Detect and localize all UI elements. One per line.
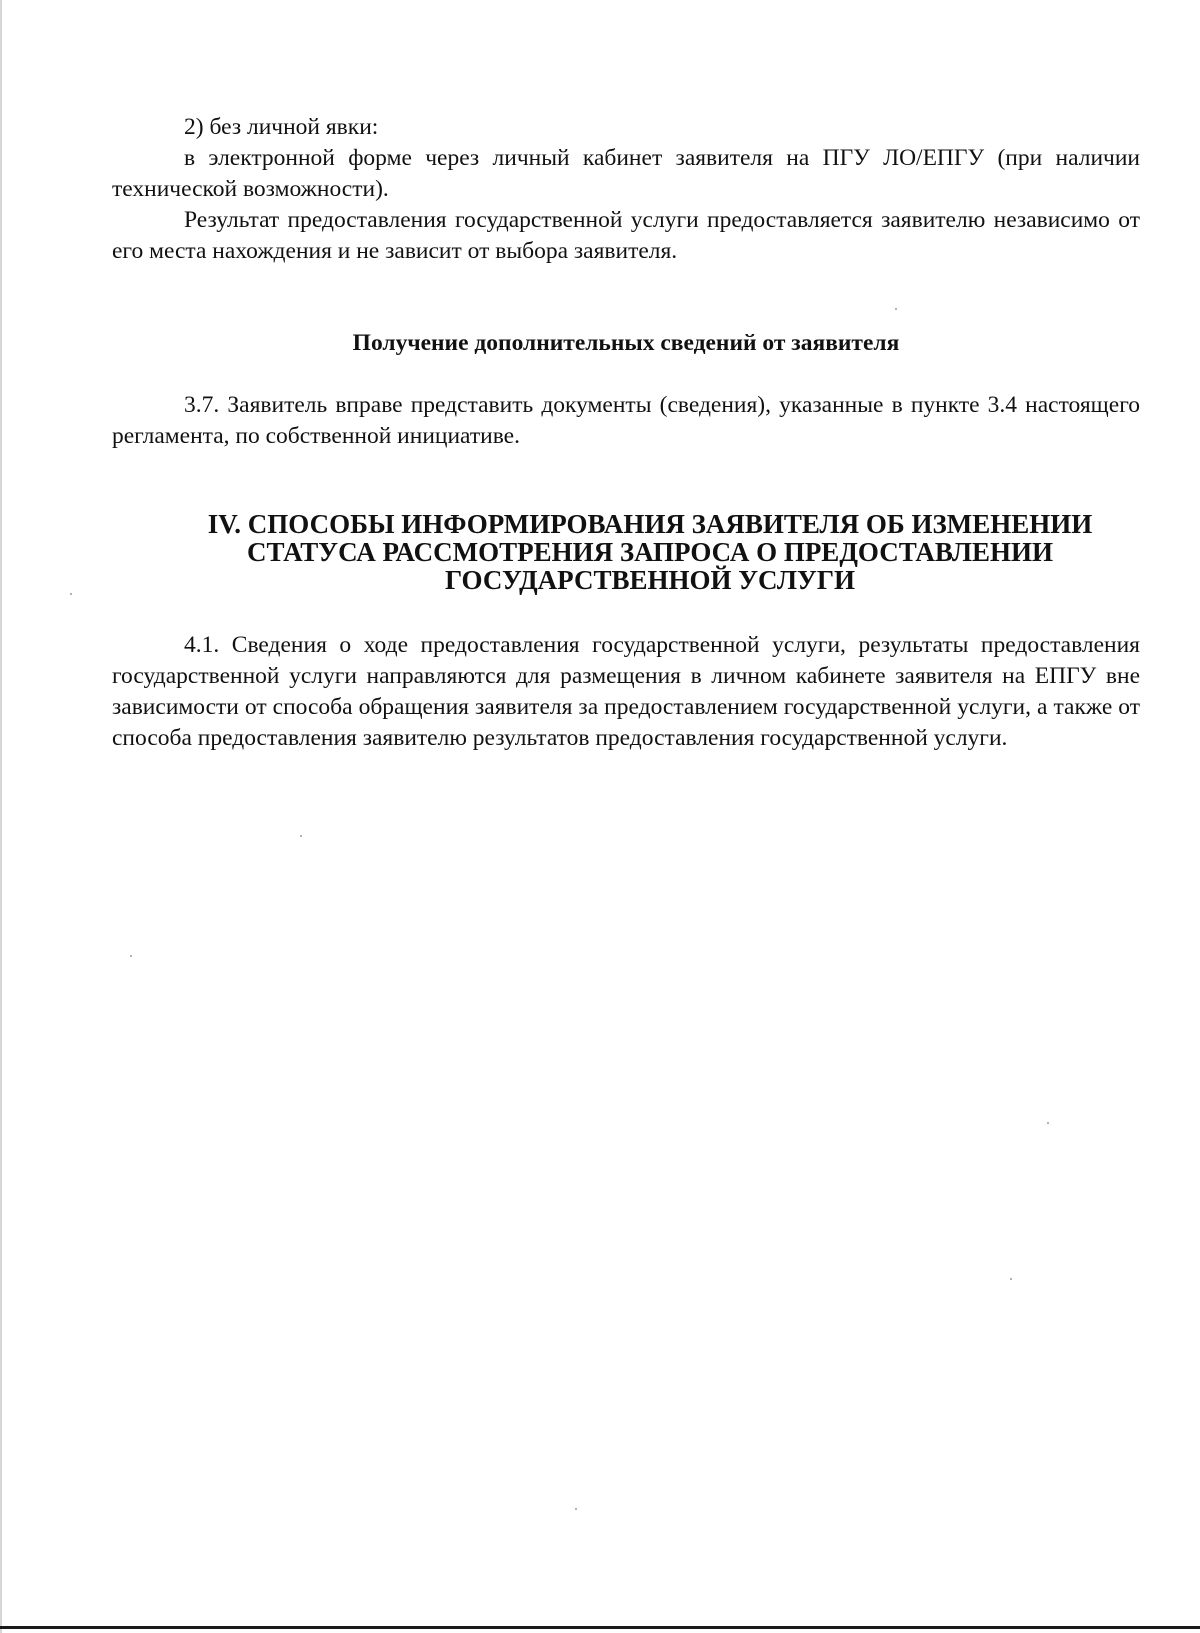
scan-speck xyxy=(1010,1278,1012,1280)
paragraph-4-1-block xyxy=(112,630,1140,754)
scan-edge-line xyxy=(0,0,2,1633)
scan-speck xyxy=(895,308,897,310)
scan-speck xyxy=(300,835,302,837)
section-iv-heading xyxy=(150,510,1150,594)
paragraph-3-7: 3.7. Заявитель вправе представить документы (сведения), указанные в пункте 3.4 настоящего регламента, по собственной инициативе. xyxy=(112,392,1140,449)
item2-text: в электронной форме через личный кабинет заявителя на ПГУ ЛО/ЕПГУ (при наличии технической возможности). xyxy=(112,145,1140,202)
item2-title: 2) без личной явки: xyxy=(184,114,379,140)
paragraph-4-1: 4.1. Сведения о ходе предоставления государственной услуги, результаты предоставления государственной услуги направляются для размещения в личном кабинете заявителя на ЕПГУ вне зависимости от способа обращения заявителя за предоставлением государственной услуги, а также от способа предоставления заявителю результатов предоставления государственной услуги. xyxy=(112,632,1140,751)
scan-speck xyxy=(1047,1122,1049,1124)
scan-speck xyxy=(70,593,72,595)
result-paragraph: Результат предоставления государственной услуги предоставляется заявителю независимо от его места нахождения и не зависит от выбора заявителя. xyxy=(112,207,1140,264)
section-iv-heading-line: ГОСУДАРСТВЕННОЙ УСЛУГИ xyxy=(445,565,855,595)
scan-speck xyxy=(130,955,132,957)
section-iv-heading-line: IV. СПОСОБЫ ИНФОРМИРОВАНИЯ ЗАЯВИТЕЛЯ ОБ ИЗМЕНЕНИИ xyxy=(207,509,1093,539)
section3-delivery-block xyxy=(112,112,1140,267)
scan-speck xyxy=(575,1508,577,1510)
subheading-additional-info: Получение дополнительных сведений от заявителя xyxy=(352,330,900,356)
section-iv-heading-line: СТАТУСА РАССМОТРЕНИЯ ЗАПРОСА О ПРЕДОСТАВЛЕНИИ xyxy=(246,537,1054,567)
paragraph-3-7-block xyxy=(112,390,1140,452)
scan-bottom-edge xyxy=(0,1626,1200,1629)
